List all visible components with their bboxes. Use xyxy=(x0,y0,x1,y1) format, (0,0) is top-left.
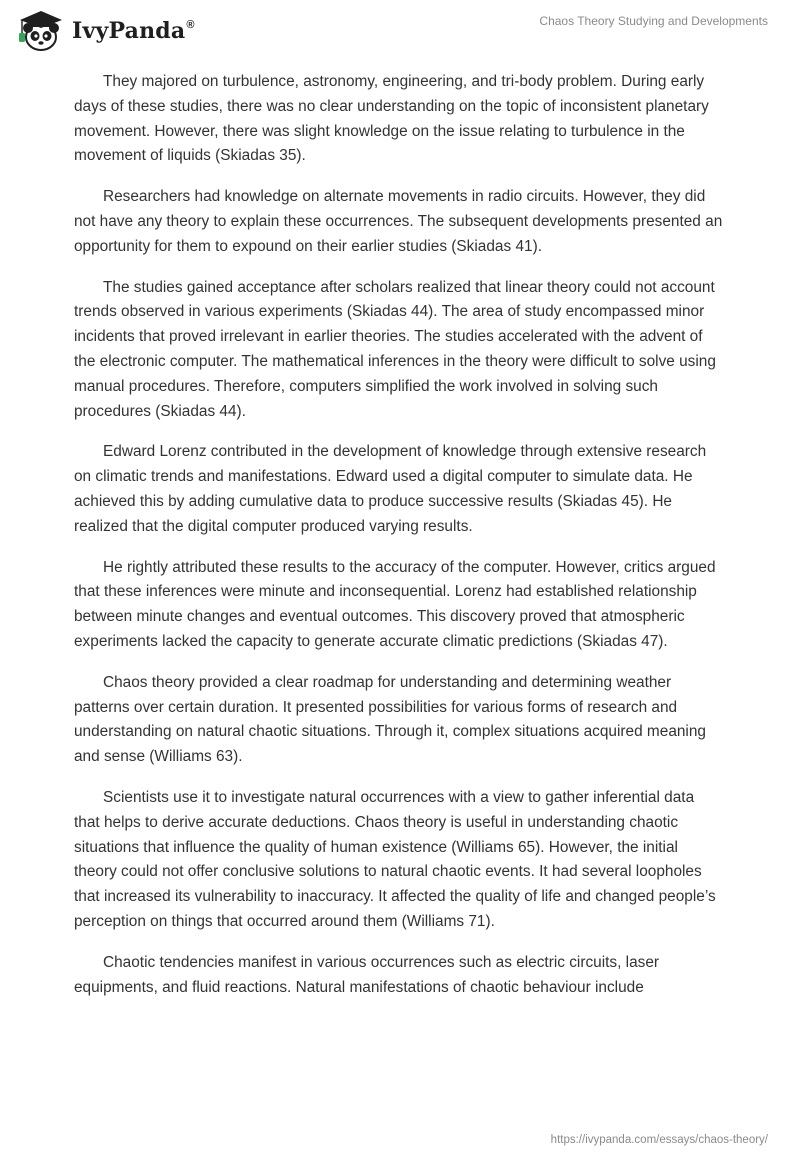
paragraph: The studies gained acceptance after scholars realized that linear theory could not account trends observed in various experiments (Skiadas 44). The area of study encompassed minor incidents that proved irrelevant in earlier theories. The studies accelerated with the advent of the electronic computer. The mathematical inferences in the theory were difficult to solve using manual procedures. Therefore, computers simplified the work involved in solving such procedures (Skiadas 44). xyxy=(74,278,716,420)
paragraph: Scientists use it to investigate natural occurrences with a view to gather inferential data that helps to derive accurate deductions. Chaos theory is useful in understanding chaotic situations that influence the quality of human existence (Williams 65). However, the initial theory could not offer conclusive solutions to natural chaotic events. It had several loopholes that increased its vulnerability to inaccuracy. It affected the quality of life and changed people’s perception on things that occurred around them (Williams 71). xyxy=(74,788,716,930)
paragraph: Researchers had knowledge on alternate movements in radio circuits. However, they did not have any theory to explain these occurrences. The subsequent developments presented an opportunity for them to expound on their earlier studies (Skiadas 41). xyxy=(74,188,723,255)
page-header xyxy=(0,0,800,60)
brand-logo[interactable] xyxy=(14,8,195,52)
paragraph: They majored on turbulence, astronomy, engineering, and tri-body problem. During early days of these studies, there was no clear understanding on the topic of inconsistent planetary movement. However, there was slight knowledge on the issue relating to turbulence in the movement of liquids (Skiadas 35). xyxy=(74,73,709,165)
registered-mark: ® xyxy=(186,19,195,31)
document-title: Chaos Theory Studying and Developments xyxy=(539,14,768,28)
brand-name-text: IvyPanda xyxy=(72,18,186,44)
brand-name xyxy=(72,18,195,44)
paragraph: Edward Lorenz contributed in the development of knowledge through extensive research on climatic trends and manifestations. Edward used a digital computer to simulate data. He achieved this by adding cumulative data to produce successive results (Skiadas 45). He realized that the digital computer produced varying results. xyxy=(74,443,707,535)
panda-graduation-cap-icon xyxy=(14,8,66,52)
paragraph: Chaotic tendencies manifest in various occurrences such as electric circuits, laser equipments, and fluid reactions. Natural manifestations of chaotic behaviour include xyxy=(74,953,660,996)
paragraph: Chaos theory provided a clear roadmap for understanding and determining weather patterns over certain duration. It presented possibilities for various forms of research and understanding on natural chaotic situations. Through it, complex situations acquired meaning and sense (Williams 63). xyxy=(74,673,706,766)
essay-body xyxy=(74,70,724,1016)
source-url[interactable]: https://ivypanda.com/essays/chaos-theory/ xyxy=(550,1134,768,1146)
paragraph: He rightly attributed these results to the accuracy of the computer. However, critics argued that these inferences were minute and inconsequential. Lorenz had established relationship between minute changes and eventual outcomes. This discovery proved that atmospheric experiments lacked the capacity to generate accurate climatic predictions (Skiadas 47). xyxy=(74,558,716,650)
